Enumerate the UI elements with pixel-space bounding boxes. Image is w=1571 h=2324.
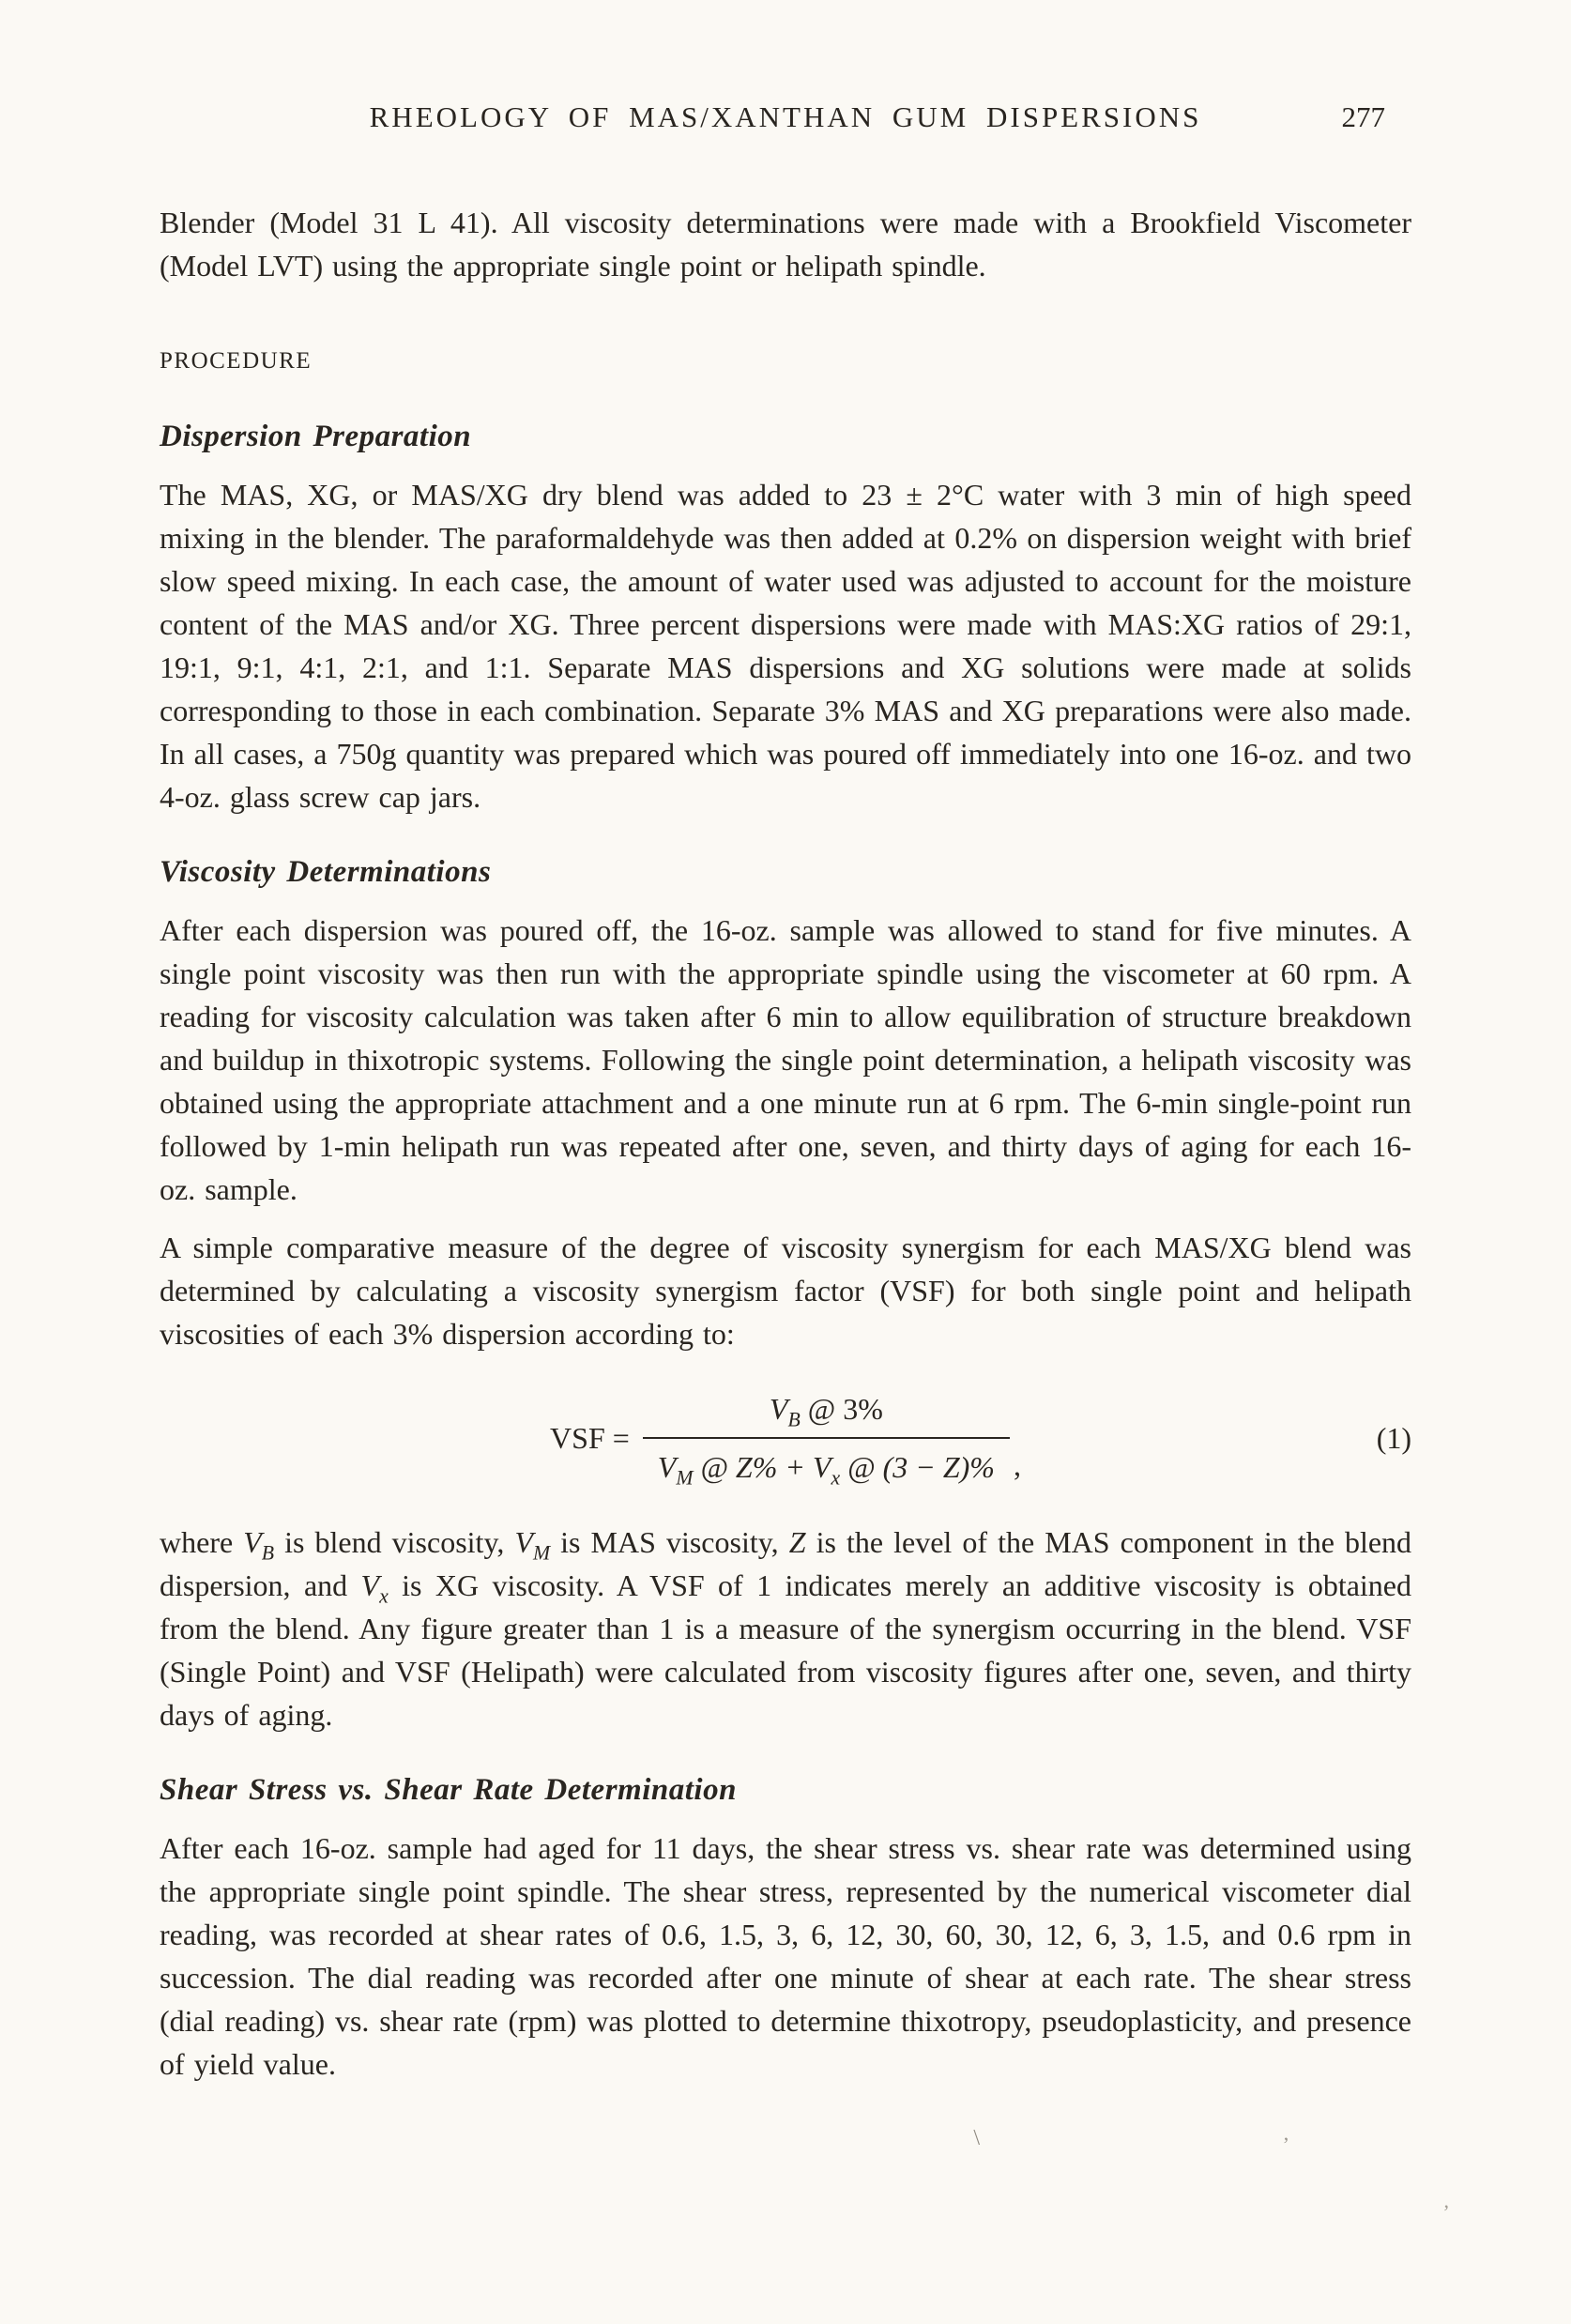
- page-header: [160, 96, 1411, 139]
- equation-comma: ,: [1013, 1448, 1021, 1482]
- intro-paragraph: Blender (Model 31 L 41). All viscosity determinations were made with a Brookfield Viscometer (Model LVT) using the appropriate single point or helipath spindle.: [160, 206, 1411, 283]
- vsf-text-segment: where: [160, 1525, 244, 1559]
- subsection-heading-dispersion-preparation: Dispersion Preparation: [160, 420, 472, 453]
- subscript-b: B: [261, 1541, 275, 1565]
- dispersion-preparation-paragraph: The MAS, XG, or MAS/XG dry blend was added to 23 ± 2°C water with 3 min of high speed mixing in the blender. The paraformaldehyde was then added at 0.2% on dispersion weight with brief slow speed mixing. In each case, the amount of water used was adjusted to account for the moisture content of the MAS and/or XG. Three percent dispersions were made with MAS:XG ratios of 29:1, 19:1, 9:1, 4:1, 2:1, and 1:1. Separate MAS dispersions and XG solutions were made at solids corresponding to those in each combination. Separate 3% MAS and XG preparations were also made. In all cases, a 750g quantity was prepared which was poured off immediately into one 16-oz. and two 4-oz. glass screw cap jars.: [160, 478, 1411, 814]
- variable-vm: V: [514, 1525, 533, 1559]
- denominator-subscript-1: M: [676, 1466, 694, 1490]
- viscosity-determinations-paragraph-1: After each dispersion was poured off, the 16-oz. sample was allowed to stand for five minutes. A single point viscosity was then run with the appropriate spindle using the viscometer at 60 rpm. A reading for viscosity calculation was taken after 6 min to allow equilibration of structure breakdown and buildup in thixotropic systems. Following the single point determination, a helipath viscosity was obtained using the appropriate attachment and a one minute run at 6 rpm. The 6-min single-point run followed by 1-min helipath run was repeated after one, seven, and thirty days of aging for each 16-oz. sample.: [160, 913, 1411, 1206]
- scan-artifact-mark: \: [973, 2126, 980, 2150]
- shear-stress-paragraph: After each 16-oz. sample had aged for 11 days, the shear stress vs. shear rate was determined using the appropriate single point spindle. The shear stress, represented by the numerical viscometer dial reading, was recorded at shear rates of 0.6, 1.5, 3, 6, 12, 30, 60, 30, 12, 6, 3, 1.5, and 0.6 rpm in succession. The dial reading was recorded after one minute of shear at each rate. The shear stress (dial reading) vs. shear rate (rpm) was plotted to determine thixotropy, pseudoplasticity, and presence of yield value.: [160, 1831, 1411, 2081]
- variable-vx: V: [360, 1568, 380, 1602]
- viscosity-determinations-paragraph-2: A simple comparative measure of the degree of viscosity synergism for each MAS/XG blend was determined by calculating a viscosity synergism factor (VSF) for both single point and helipath viscosities of each 3% dispersion according to:: [160, 1231, 1411, 1351]
- equation-numerator: [755, 1387, 898, 1437]
- equation-denominator: [643, 1437, 1010, 1489]
- variable-z: Z: [788, 1525, 806, 1559]
- denominator-middle: @ Z% +: [693, 1450, 813, 1484]
- vsf-equation: [160, 1387, 1411, 1489]
- scan-artifact-mark: ’: [1282, 2133, 1289, 2156]
- section-heading-procedure: PROCEDURE: [160, 348, 313, 374]
- equation-lhs: VSF =: [550, 1421, 630, 1455]
- numerator-variable: V: [769, 1392, 788, 1426]
- numerator-rest: @ 3%: [800, 1392, 883, 1426]
- page-number: 277: [1341, 100, 1385, 133]
- scan-artifact-mark: ,: [1443, 2189, 1449, 2212]
- denominator-subscript-2: x: [831, 1466, 841, 1490]
- variable-vb: V: [243, 1525, 262, 1559]
- running-title: RHEOLOGY OF MAS/XANTHAN GUM DISPERSIONS: [369, 100, 1202, 133]
- subscript-m: M: [532, 1541, 551, 1565]
- subscript-x: x: [379, 1584, 389, 1608]
- equation-fraction: [643, 1387, 1010, 1489]
- equation-body: [225, 1387, 1346, 1489]
- denominator-rest: @ (3 − Z)%: [840, 1450, 995, 1484]
- vsf-text-segment: is blend viscosity,: [274, 1525, 515, 1559]
- subsection-heading-viscosity-determinations: Viscosity Determinations: [160, 855, 492, 889]
- denominator-variable-2: V: [812, 1450, 831, 1484]
- equation-number: (1): [1376, 1421, 1411, 1455]
- vsf-text-segment: is XG viscosity. A VSF of 1 indicates merely an additive viscosity is obtained from the blend. Any figure greater than 1 is a measure of the synergism occurring in the blend. VSF (Single Point) and VSF (Helipath) were calculated from viscosity figures after one, seven, and thirty days of aging.: [160, 1568, 1411, 1732]
- vsf-definition-paragraph: [160, 1521, 1411, 1736]
- numerator-subscript: B: [787, 1408, 801, 1431]
- vsf-text-segment: is MAS viscosity,: [550, 1525, 789, 1559]
- vsf-text-segment: is the level of the MAS component in the blend dispersion, and: [160, 1525, 1412, 1602]
- denominator-variable-1: V: [657, 1450, 677, 1484]
- subsection-heading-shear-stress: Shear Stress vs. Shear Rate Determination: [160, 1773, 737, 1807]
